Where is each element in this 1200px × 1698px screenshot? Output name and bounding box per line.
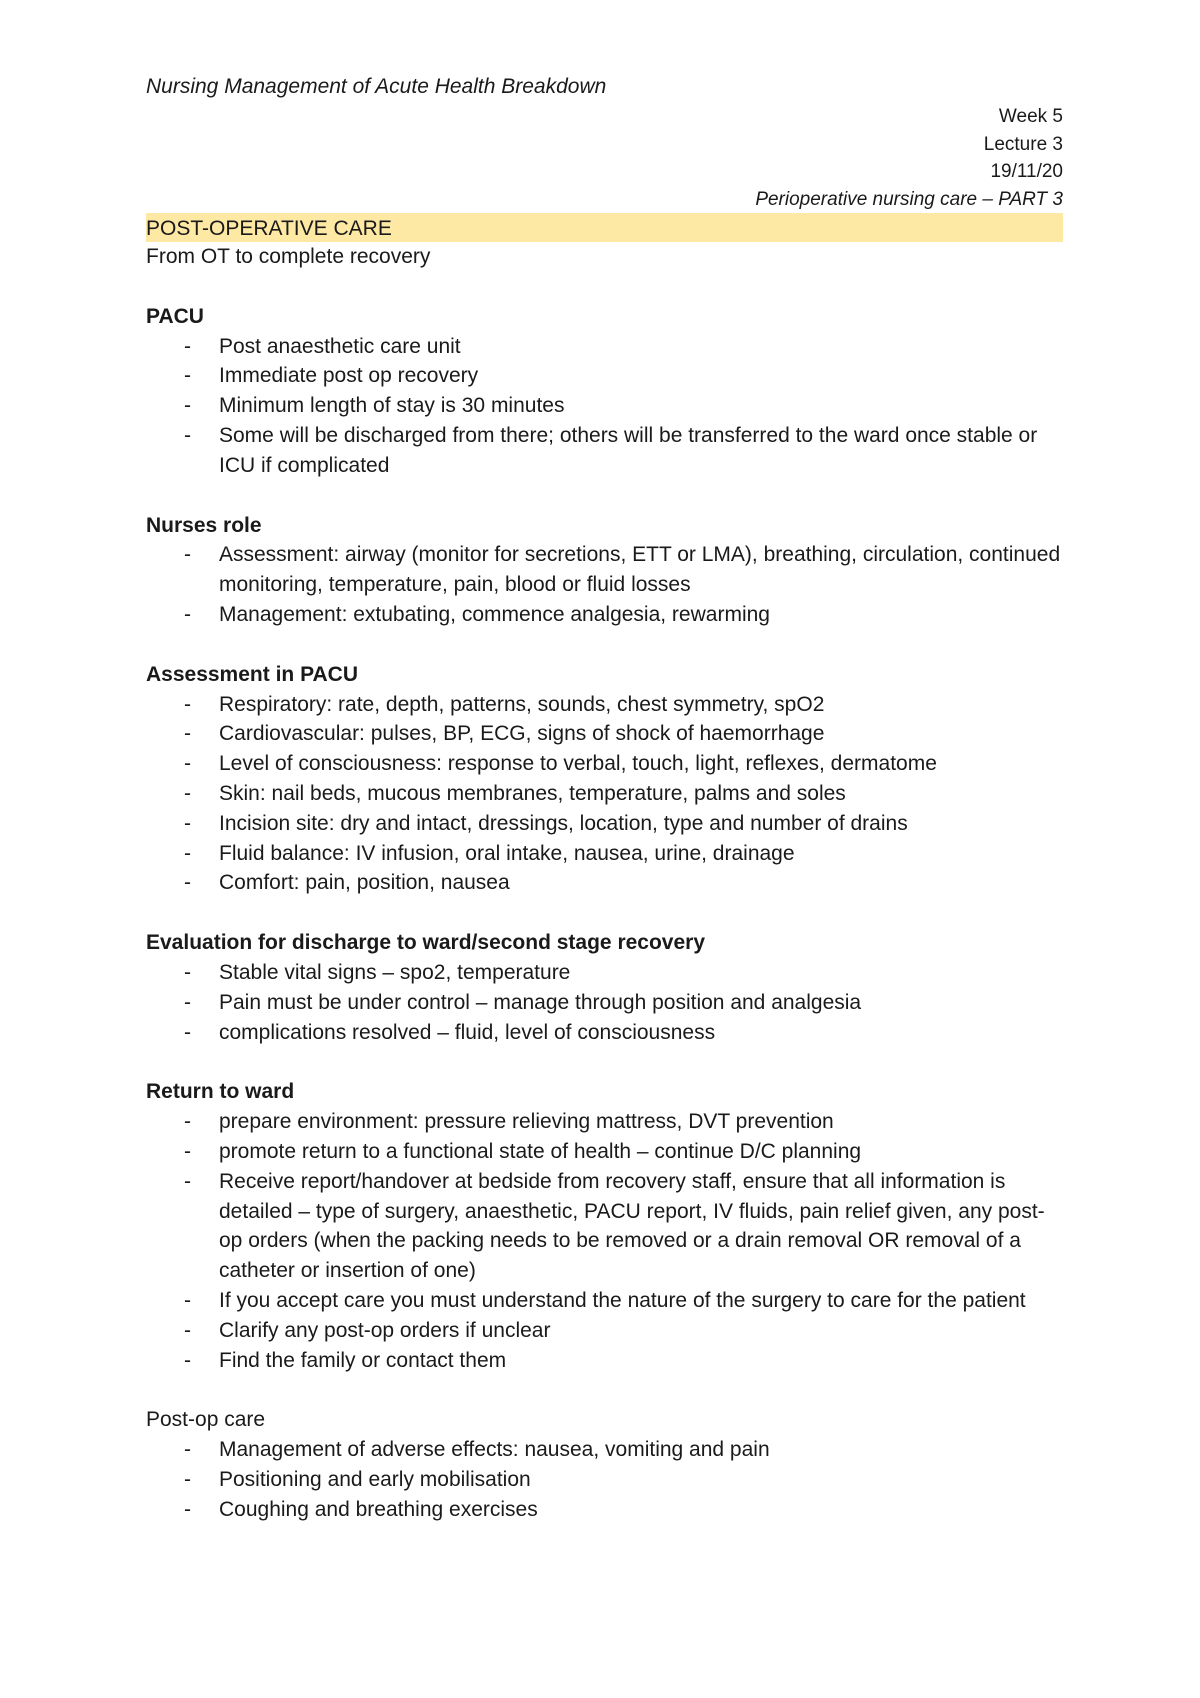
dash-bullet: - bbox=[184, 1110, 191, 1134]
dash-bullet: - bbox=[184, 1318, 191, 1342]
list-item-text: Incision site: dry and intact, dressings, location, type and number of drains bbox=[219, 811, 908, 835]
list-item-text: Skin: nail beds, mucous membranes, temperature, palms and soles bbox=[219, 781, 846, 805]
document-title: Nursing Management of Acute Health Breakdown bbox=[146, 75, 607, 98]
list-item-text: Cardiovascular: pulses, BP, ECG, signs of shock of haemorrhage bbox=[219, 722, 825, 746]
list-item bbox=[146, 332, 1063, 362]
list-item bbox=[146, 988, 1063, 1018]
dash-bullet: - bbox=[184, 1497, 191, 1521]
list-item bbox=[146, 540, 1063, 600]
bullet-list bbox=[146, 690, 1063, 899]
section-spacer bbox=[146, 1375, 1063, 1405]
bullet-list bbox=[146, 332, 1063, 481]
document-meta bbox=[755, 103, 1063, 213]
list-item-text: Respiratory: rate, depth, patterns, sounds, chest symmetry, spO2 bbox=[219, 692, 825, 716]
section-spacer bbox=[146, 481, 1063, 511]
list-item-text: prepare environment: pressure relieving mattress, DVT prevention bbox=[219, 1110, 834, 1134]
dash-bullet: - bbox=[184, 364, 191, 388]
list-item bbox=[146, 958, 1063, 988]
bullet-list bbox=[146, 1107, 1063, 1375]
list-item bbox=[146, 779, 1063, 809]
list-item-text: Immediate post op recovery bbox=[219, 364, 479, 388]
dash-bullet: - bbox=[184, 1438, 191, 1462]
list-item bbox=[146, 868, 1063, 898]
date-label: 19/11/20 bbox=[990, 161, 1063, 182]
bullet-list bbox=[146, 540, 1063, 629]
list-item-text: Management: extubating, commence analgesia, rewarming bbox=[219, 602, 770, 626]
list-item bbox=[146, 809, 1063, 839]
dash-bullet: - bbox=[184, 1169, 191, 1193]
list-item-text: Clarify any post-op orders if unclear bbox=[219, 1318, 551, 1342]
dash-bullet: - bbox=[184, 990, 191, 1014]
dash-bullet: - bbox=[184, 960, 191, 984]
dash-bullet: - bbox=[184, 781, 191, 805]
list-item bbox=[146, 1495, 1063, 1525]
dash-bullet: - bbox=[184, 1288, 191, 1312]
list-item bbox=[146, 361, 1063, 391]
section-spacer bbox=[146, 630, 1063, 660]
dash-bullet: - bbox=[184, 871, 191, 895]
list-item bbox=[146, 1167, 1063, 1286]
section-heading: Nurses role bbox=[146, 513, 262, 537]
list-item bbox=[146, 1286, 1063, 1316]
list-item bbox=[146, 1346, 1063, 1376]
list-item bbox=[146, 749, 1063, 779]
bullet-list bbox=[146, 1435, 1063, 1524]
list-item-text: Positioning and early mobilisation bbox=[219, 1467, 531, 1491]
section-spacer bbox=[146, 1047, 1063, 1077]
list-item-text: Post anaesthetic care unit bbox=[219, 334, 461, 358]
dash-bullet: - bbox=[184, 602, 191, 626]
list-item-text: Management of adverse effects: nausea, vomiting and pain bbox=[219, 1438, 770, 1462]
lecture-subtitle: Perioperative nursing care – PART 3 bbox=[755, 188, 1063, 210]
list-item-text: Receive report/handover at bedside from recovery staff, ensure that all information is detailed – type of surgery, anaesthetic, PACU report, IV fluids, pain relief given, any post-op orders (when the packing needs to be removed or a drain removal OR removal of a catheter or insertion of one) bbox=[219, 1169, 1045, 1283]
section-spacer bbox=[146, 898, 1063, 928]
dash-bullet: - bbox=[184, 1139, 191, 1163]
dash-bullet: - bbox=[184, 1348, 191, 1372]
list-item bbox=[146, 1107, 1063, 1137]
dash-bullet: - bbox=[184, 1020, 191, 1044]
list-item-text: Minimum length of stay is 30 minutes bbox=[219, 394, 565, 418]
section-heading: Return to ward bbox=[146, 1080, 295, 1104]
list-item-text: Level of consciousness: response to verbal, touch, light, reflexes, dermatome bbox=[219, 752, 937, 776]
list-item-text: Assessment: airway (monitor for secretions, ETT or LMA), breathing, circulation, continued monitoring, temperature, pain, blood or fluid losses bbox=[219, 543, 1061, 597]
dash-bullet: - bbox=[184, 841, 191, 865]
list-item bbox=[146, 600, 1063, 630]
list-item-text: Find the family or contact them bbox=[219, 1348, 507, 1372]
list-item-text: Comfort: pain, position, nausea bbox=[219, 871, 510, 895]
dash-bullet: - bbox=[184, 692, 191, 716]
list-item-text: Fluid balance: IV infusion, oral intake, nausea, urine, drainage bbox=[219, 841, 795, 865]
section-spacer bbox=[146, 272, 1063, 302]
bullet-list bbox=[146, 958, 1063, 1047]
section-heading: Post-op care bbox=[146, 1408, 266, 1432]
dash-bullet: - bbox=[184, 423, 191, 447]
dash-bullet: - bbox=[184, 334, 191, 358]
list-item-text: Stable vital signs – spo2, temperature bbox=[219, 960, 571, 984]
list-item bbox=[146, 719, 1063, 749]
section-heading: Assessment in PACU bbox=[146, 662, 359, 686]
week-label: Week 5 bbox=[998, 106, 1063, 127]
sections-container bbox=[146, 272, 1063, 1525]
section-heading: Evaluation for discharge to ward/second stage recovery bbox=[146, 931, 706, 955]
list-item-text: Pain must be under control – manage through position and analgesia bbox=[219, 990, 862, 1014]
list-item-text: If you accept care you must understand the nature of the surgery to care for the patient bbox=[219, 1288, 1026, 1312]
lecture-label: Lecture 3 bbox=[983, 133, 1063, 155]
dash-bullet: - bbox=[184, 722, 191, 746]
list-item bbox=[146, 1316, 1063, 1346]
document-body bbox=[146, 213, 1063, 1524]
dash-bullet: - bbox=[184, 1467, 191, 1491]
dash-bullet: - bbox=[184, 394, 191, 418]
list-item bbox=[146, 690, 1063, 720]
dash-bullet: - bbox=[184, 811, 191, 835]
list-item-text: Coughing and breathing exercises bbox=[219, 1497, 538, 1521]
list-item bbox=[146, 1465, 1063, 1495]
section-banner: POST-OPERATIVE CARE bbox=[146, 213, 1063, 242]
list-item bbox=[146, 1435, 1063, 1465]
list-item bbox=[146, 1137, 1063, 1167]
list-item bbox=[146, 421, 1063, 481]
intro-text: From OT to complete recovery bbox=[146, 245, 431, 268]
list-item-text: complications resolved – fluid, level of consciousness bbox=[219, 1020, 716, 1044]
dash-bullet: - bbox=[184, 752, 191, 776]
dash-bullet: - bbox=[184, 543, 191, 567]
list-item bbox=[146, 1018, 1063, 1048]
section-heading: PACU bbox=[146, 304, 204, 328]
list-item bbox=[146, 391, 1063, 421]
list-item-text: promote return to a functional state of health – continue D/C planning bbox=[219, 1139, 862, 1163]
list-item bbox=[146, 839, 1063, 869]
list-item-text: Some will be discharged from there; others will be transferred to the ward once stable or ICU if complicated bbox=[219, 423, 1038, 477]
